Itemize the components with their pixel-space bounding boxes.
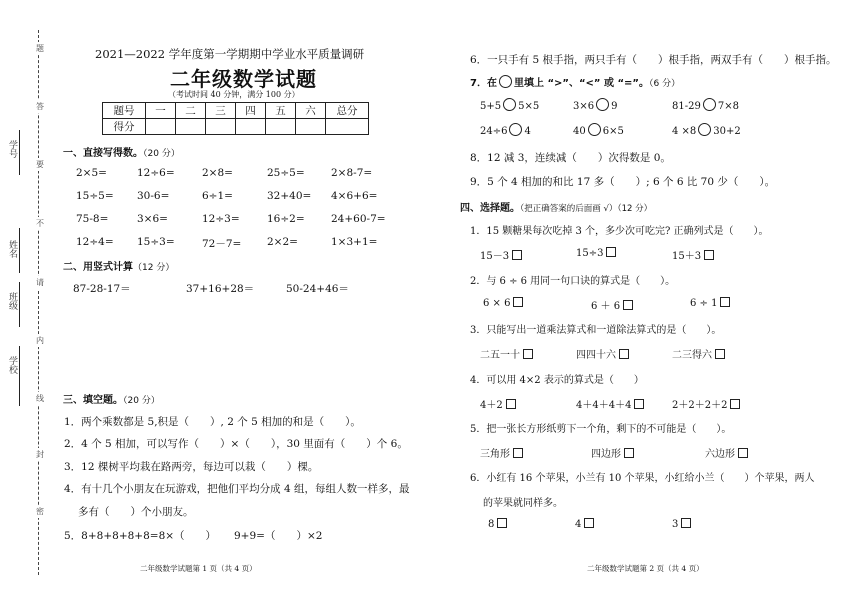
mental-math-item: 2×2= — [267, 236, 298, 248]
fill-question: 9．5 个 4 相加的和比 17 多（ ）; 6 个 6 比 70 少（ ）。 — [470, 176, 776, 188]
choice-option-label: 8 — [488, 519, 495, 530]
school-label: 学校 — [7, 356, 17, 374]
mental-math-item: 15÷3= — [137, 236, 175, 248]
exam-note: （考试时间 40 分钟，满分 100 分） — [168, 90, 300, 99]
choice-question: 1．15 颗糖果每次吃掉 3 个，多少次可吃完? 正确列式是（ ）。 — [470, 226, 769, 237]
choice-option-label: 二三得六 — [672, 350, 712, 361]
choice-option-label: 15÷3 — [576, 248, 604, 259]
fill-question: 8．12 减 3，连续减（ ）次得数是 0。 — [470, 152, 671, 164]
choice-option-label: 15－3 — [480, 251, 510, 262]
choice-option — [576, 247, 616, 259]
choice-option — [576, 346, 629, 361]
choice-option-label: 4 — [575, 519, 582, 530]
choice-question: 2．与 6 ÷ 6 用同一句口诀的算式是（ ）。 — [470, 276, 676, 287]
choice-option — [672, 396, 740, 411]
seal-char: 题 — [36, 44, 44, 53]
checkbox-square[interactable] — [523, 349, 533, 359]
score-table — [102, 102, 369, 135]
mental-math-item: 16÷2= — [267, 213, 305, 225]
page-footer-left: 二年级数学试题第 1 页（共 4 页） — [140, 564, 257, 573]
compare-right: 9 — [611, 101, 618, 112]
compare-right: 30+2 — [713, 126, 741, 137]
choice-option-label: 4＋2 — [480, 400, 503, 411]
binding-margin — [0, 0, 52, 595]
mental-math-item: 12÷6= — [137, 167, 175, 179]
compare-item — [480, 123, 531, 137]
choice-option-label: 四边形 — [591, 449, 621, 460]
mental-math-item: 3×6= — [137, 213, 168, 225]
seal-char: 不 — [36, 219, 44, 228]
checkbox-square[interactable] — [513, 448, 523, 458]
choice-option — [480, 247, 522, 262]
score-cell: 一 — [146, 103, 176, 119]
choice-option-label: 6 ＋ 6 — [591, 301, 621, 312]
choice-question: 6．小红有 16 个苹果，小兰有 10 个苹果，小红给小兰（ ）个苹果，两人 — [470, 473, 815, 484]
checkbox-square[interactable] — [606, 247, 616, 257]
compare-right: 5×5 — [518, 101, 540, 112]
checkbox-square[interactable] — [634, 399, 644, 409]
mental-math-item: 2×8-7= — [331, 167, 373, 179]
page-title: 二年级数学试题 — [170, 67, 317, 91]
choice-option-label: 2＋2＋2＋2 — [672, 400, 728, 411]
choice-option-label: 6 ÷ 1 — [690, 298, 718, 309]
score-input-cell[interactable] — [326, 119, 369, 135]
choice-option — [483, 297, 523, 309]
checkbox-square[interactable] — [619, 349, 629, 359]
compare-circle-input[interactable] — [588, 123, 601, 136]
choice-option — [480, 346, 533, 361]
fill-question: 多有（ ）个小朋友。 — [78, 506, 194, 518]
score-cell: 六 — [296, 103, 326, 119]
score-input-cell[interactable] — [236, 119, 266, 135]
choice-option — [480, 445, 523, 460]
choice-option — [705, 445, 748, 460]
choice-option-label: 4＋4＋4＋4 — [576, 400, 632, 411]
checkbox-square[interactable] — [584, 518, 594, 528]
choice-option — [672, 247, 714, 262]
mental-math-item: 2×5= — [76, 167, 107, 179]
compare-left: 24÷6 — [480, 126, 508, 137]
checkbox-square[interactable] — [513, 297, 523, 307]
compare-item — [573, 123, 624, 137]
mental-math-item: 1×3+1= — [331, 236, 378, 248]
choice-option — [488, 518, 507, 530]
compare-circle-input[interactable] — [703, 98, 716, 111]
name-field[interactable] — [19, 228, 20, 273]
choice-question: 3．只能写出一道乘法算式和一道除法算式的是（ ）。 — [470, 325, 722, 336]
compare-left: 81-29 — [672, 101, 701, 112]
score-table-header-row — [103, 103, 369, 119]
checkbox-square[interactable] — [624, 448, 634, 458]
mental-math-item: 24+60-7= — [331, 213, 386, 225]
page-footer-right: 二年级数学试题第 2 页（共 4 页） — [587, 564, 704, 573]
checkbox-square[interactable] — [715, 349, 725, 359]
choice-option — [690, 297, 730, 309]
checkbox-square[interactable] — [497, 518, 507, 528]
seal-char: 要 — [36, 160, 44, 169]
choice-option — [672, 518, 691, 530]
mental-math-item: 32+40= — [267, 190, 312, 202]
choice-question: 5．把一张长方形纸剪下一个角，剩下的不可能是（ ）。 — [470, 424, 732, 435]
fill-question: 5．8+8+8+8+8=8×（ ） — [64, 530, 217, 542]
circle-icon — [499, 75, 512, 88]
choice-option-label: 三角形 — [480, 449, 510, 460]
class-field[interactable] — [19, 282, 20, 327]
choice-option-label: 3 — [672, 519, 679, 530]
compare-right: 7×8 — [717, 101, 739, 112]
score-cell: 二 — [176, 103, 206, 119]
vertical-calc-item: 50-24+46＝ — [286, 283, 349, 295]
fill-question: 4．有十几个小朋友在玩游戏，把他们平均分成 4 组，每组人数一样多，最 — [64, 483, 410, 495]
name-label: 姓名 — [7, 240, 17, 258]
section-2-title: 二、用竖式计算（12 分） — [63, 262, 175, 273]
section-1-title: 一、直接写得数。（20 分） — [63, 148, 180, 159]
score-cell: 题号 — [103, 103, 146, 119]
seal-char: 密 — [36, 507, 44, 516]
exam-name: 2021—2022 学年度第一学期期中学业水平质量调研 — [95, 47, 365, 61]
school-field[interactable] — [19, 346, 20, 406]
score-input-cell[interactable] — [206, 119, 236, 135]
score-input-cell[interactable] — [266, 119, 296, 135]
choice-option — [672, 346, 725, 361]
choice-option-label: 15＋3 — [672, 251, 702, 262]
checkbox-square[interactable] — [681, 518, 691, 528]
vertical-calc-item: 37+16+28＝ — [186, 283, 255, 295]
score-cell: 五 — [266, 103, 296, 119]
class-label: 班级 — [7, 292, 17, 310]
score-input-cell[interactable] — [146, 119, 176, 135]
checkbox-square[interactable] — [720, 297, 730, 307]
mental-math-item: 75-8= — [76, 213, 109, 225]
mental-math-item: 25÷5= — [267, 167, 305, 179]
compare-circle-input[interactable] — [596, 98, 609, 111]
compare-left: 5+5 — [480, 101, 502, 112]
section-3-title: 三、填空题。（20 分） — [63, 395, 160, 406]
seal-char: 线 — [36, 394, 44, 403]
compare-title: 7．在 里填上 “>”、“<” 或 “=”。（6 分） — [470, 74, 680, 89]
score-input-cell[interactable] — [296, 119, 326, 135]
checkbox-square[interactable] — [512, 250, 522, 260]
choice-option — [480, 396, 516, 411]
choice-option — [591, 297, 633, 312]
fill-question: 2．4 个 5 相加，可以写作（ ）×（ ），30 里面有（ ）个 6。 — [64, 438, 408, 450]
score-input-cell[interactable] — [176, 119, 206, 135]
score-cell: 四 — [236, 103, 266, 119]
compare-left: 4 ×8 — [672, 126, 697, 137]
choice-option-label: 四四十六 — [576, 350, 616, 361]
checkbox-square[interactable] — [738, 448, 748, 458]
choice-option — [576, 396, 644, 411]
checkbox-square[interactable] — [704, 250, 714, 260]
seal-char: 封 — [36, 450, 44, 459]
choice-question: 的苹果就同样多。 — [483, 498, 563, 509]
compare-item — [573, 98, 617, 112]
choice-question: 4．可以用 4×2 表示的算式是（ ） — [470, 375, 644, 386]
vertical-calc-item: 87-28-17＝ — [73, 283, 131, 295]
checkbox-square[interactable] — [730, 399, 740, 409]
compare-item — [480, 98, 539, 112]
compare-left: 3×6 — [573, 101, 595, 112]
compare-circle-input[interactable] — [503, 98, 516, 111]
checkbox-square[interactable] — [506, 399, 516, 409]
seal-char: 答 — [36, 102, 44, 111]
compare-left: 40 — [573, 126, 586, 137]
compare-item — [672, 98, 739, 112]
fill-question: 1．两个乘数都是 5,积是（ ）, 2 个 5 相加的和是（ ）。 — [64, 416, 361, 428]
score-cell: 总分 — [326, 103, 369, 119]
choice-option-label: 六边形 — [705, 449, 735, 460]
compare-right: 4 — [524, 126, 531, 137]
section-4-title: 四、选择题。（把正确答案的后面画 √）（12 分） — [460, 203, 653, 214]
mental-math-item: 15÷5= — [76, 190, 114, 202]
compare-item — [672, 123, 741, 137]
compare-right: 6×5 — [602, 126, 624, 137]
score-cell: 得分 — [103, 119, 146, 135]
fill-question: 6．一只手有 5 根手指，两只手有（ ）根手指，两双手有（ ）根手指。 — [470, 54, 837, 66]
mental-math-item: 72－7= — [202, 238, 242, 250]
mental-math-item: 12÷3= — [202, 213, 240, 225]
fill-question: 3．12 棵树平均栽在路两旁，每边可以栽（ ）棵。 — [64, 461, 319, 473]
student-id-field[interactable] — [19, 130, 20, 175]
choice-option-label: 6 × 6 — [483, 298, 511, 309]
choice-option-label: 二五一十 — [480, 350, 520, 361]
score-table-score-row — [103, 119, 369, 135]
mental-math-item: 2×8= — [202, 167, 233, 179]
choice-option — [575, 518, 594, 530]
seal-char: 内 — [36, 336, 44, 345]
mental-math-item: 4×6+6= — [331, 190, 378, 202]
choice-option — [591, 445, 634, 460]
compare-circle-input[interactable] — [509, 123, 522, 136]
mental-math-item: 6÷1= — [202, 190, 233, 202]
compare-circle-input[interactable] — [698, 123, 711, 136]
student-id-label: 学号 — [7, 140, 17, 158]
checkbox-square[interactable] — [623, 300, 633, 310]
fill-question: 9+9=（ ）×2 — [234, 530, 323, 542]
mental-math-item: 12÷4= — [76, 236, 114, 248]
seal-char: 请 — [36, 278, 44, 287]
mental-math-item: 30-6= — [137, 190, 170, 202]
score-cell: 三 — [206, 103, 236, 119]
